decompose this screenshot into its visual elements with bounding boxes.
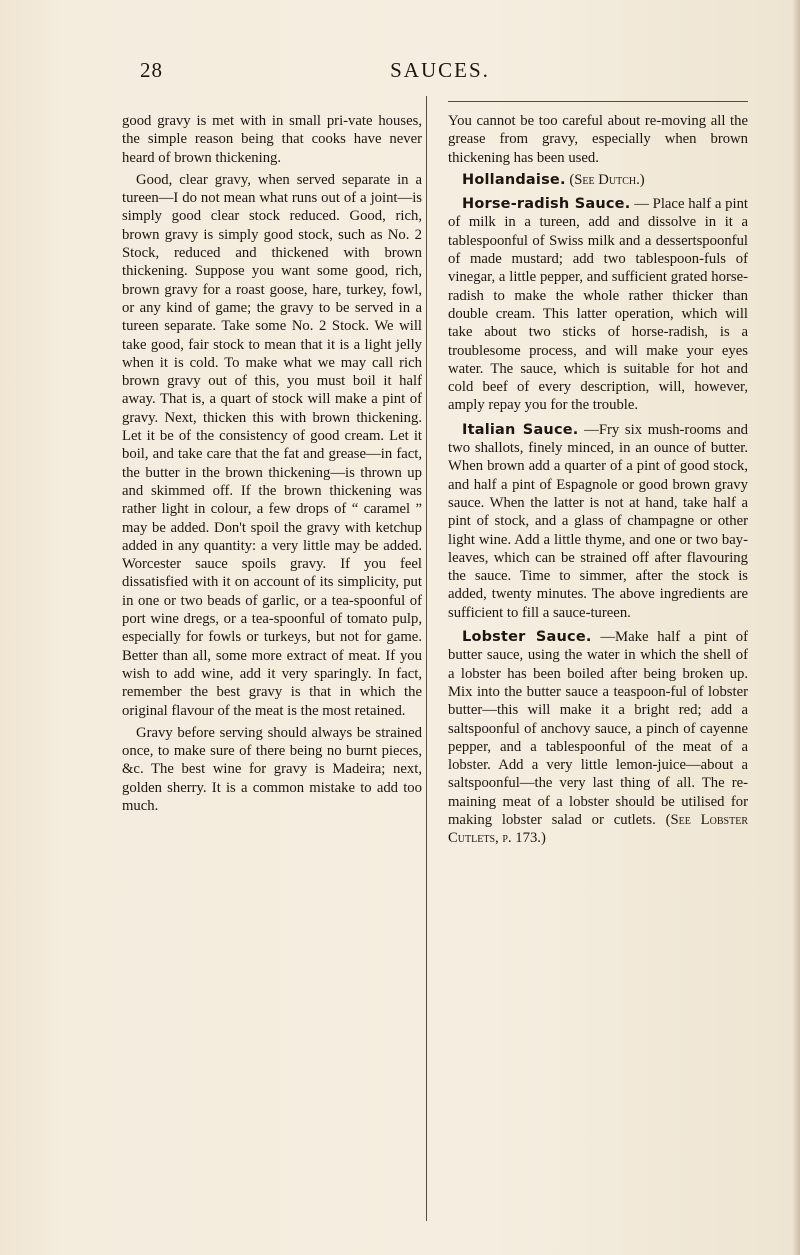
paragraph: good gravy is met with in small pri-vate houses, the simple reason being that cooks have never heard of brown thickening. [122,113,422,166]
running-title: SAUCES. [390,58,490,82]
page-edge-shadow [792,0,800,1255]
top-rule [448,101,748,102]
running-head [140,58,740,88]
page-number: 28 [140,58,163,82]
left-column [122,112,422,819]
paragraph: Good, clear gravy, when served separate in a tureen—I do not mean what runs out of a joint—is simply good clear stock reduced. Good, rich, brown gravy is simply good stock, such as No. 2 Stock, reduced and thickened with brown thickening. Suppose you want some good, rich, brown gravy for a roast goose, hare, turkey, fowl, or any kind of game; the gravy to be served in a tureen separate. Take some No. 2 Stock. We will take good, fair stock to mean that it is a light jelly when it is cold. To make what we may call rich brown gravy out of this, you must boil it half away. That is, a quart of stock will make a pint of gravy. Next, thicken this with brown thickening. Let it be of the consistency of good cream. Let it boil, and take care that the fat and grease—in fact, the butter in the brown thickening—is thrown up and skimmed off. If the brown thickening was rather light in colour, a few drops of “ caramel ” may be added. Don't spoil the gravy with ketchup added in any quantity: a very little may be added. Worcester sauce spoils gravy. If you feel dissatisfied with it on account of its simplicity, put in one or two beads of garlic, or a tea-spoonful of port wine dregs, or a tea-spoonful of tomato pulp, especially for fowls or turkeys, but not for game. Better than all, some more extract of meat. If you wish to add wine, add it very sparingly. In fact, remember the best gravy is that in which the original flavour of the meat is the most retained. [122,171,422,719]
column-divider [426,96,427,1221]
cross-reference: (See Dutch.) [569,171,645,188]
entry-body: —Make half a pint of butter sauce, using the water in which the shell of a lobster has been boiled after being broken up. Mix into the butter sauce a teaspoon-ful of lobster butter—this will make it a bright red; add a saltspoonful of anchovy sauce, a pinch of cayenne pepper, and a tablespoonful of the meat of a lobster. Add a very little lemon-juice—about a saltspoonful—the very last thing of all. The re-maining meat of a lobster should be utilised for making lobster salad or cutlets. [448,629,749,828]
entry-italian-sauce [448,421,748,622]
right-column [448,112,748,854]
entry-title: Italian Sauce. [462,421,579,438]
intro-paragraph: You cannot be too careful about re-moving all the grease from gravy, especially when brown thickening has been used. [448,113,748,166]
entry-body: —Fry six mush-rooms and two shallots, finely minced, in an ounce of butter. When brown add a quarter of a pint of good stock, and half a pint of Espagnole or good brown gravy sauce. When the latter is not at hand, take half a pint of stock, and a glass of champagne or other light wine. Add a little thyme, and one or two bay-leaves, which can be strained off after flavouring the sauce. Time to simmer, after the stock is added, twenty minutes. The above ingredients are sufficient to fill a sauce-tureen. [448,421,749,621]
entry-title: Lobster Sauce. [462,629,592,646]
paragraph: Gravy before serving should always be strained once, to make sure of there being no burnt pieces, &c. The best wine for gravy is Madeira; next, golden sherry. It is a common mistake to add too much. [122,724,422,814]
entry-hollandaise [448,171,748,189]
entry-title: Horse-radish Sauce. [462,196,631,213]
entry-lobster-sauce [448,628,748,848]
entry-title: Hollandaise. [462,171,566,188]
entry-body: — Place half a pint of milk in a tureen, add and dissolve in it a tablespoonful of Swiss milk and a dessertspoonful of made mustard; add two tablespoon-fuls of vinegar, a little pepper, and sufficient grated horse-radish to make the whole rather thicker than double cream. This latter operation, which will take about two sticks of horse-radish, is a troublesome process, and will make your eyes water. The sauce, which is suitable for hot and cold beef of every description, will, however, amply repay you for the trouble. [448,196,749,414]
entry-horse-radish-sauce [448,195,748,415]
cross-reference: (See Lobster Cutlets, p. 173.) [448,811,748,847]
